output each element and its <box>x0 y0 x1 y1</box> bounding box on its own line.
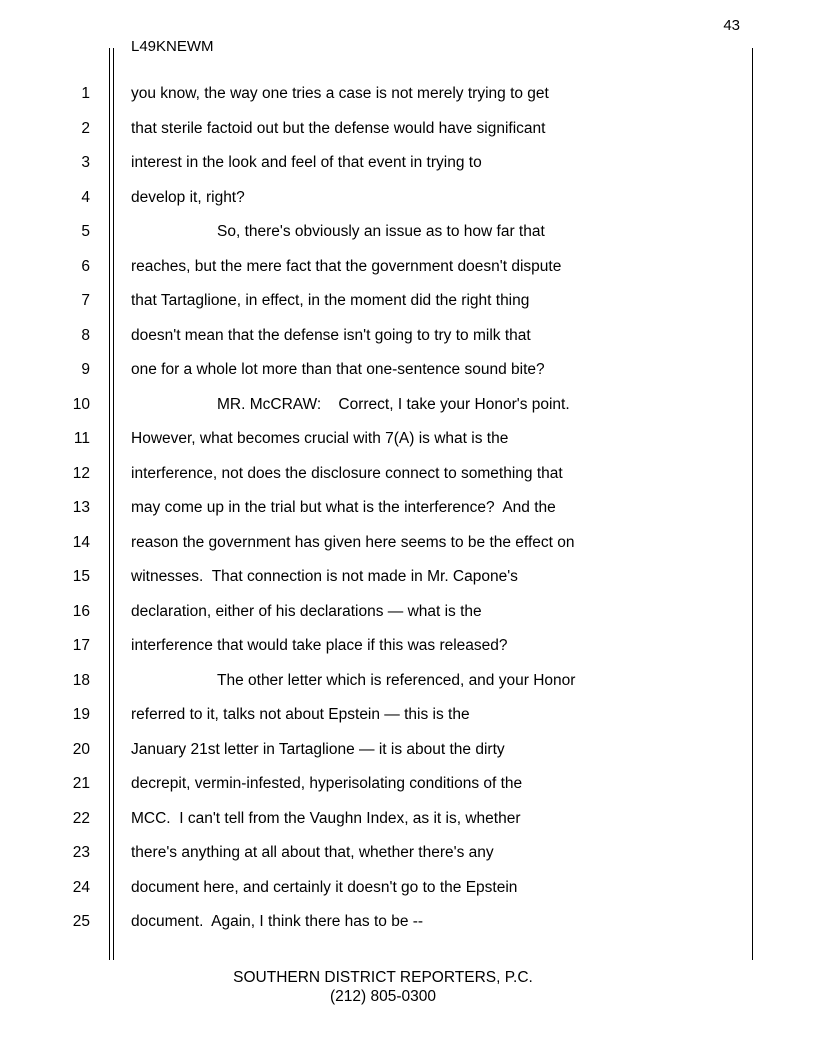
transcript-line <box>0 291 816 326</box>
line-number: 24 <box>72 878 90 896</box>
line-number: 1 <box>81 85 90 102</box>
footer <box>0 968 766 1006</box>
line-text: document here, and certainly it doesn't go to the Epstein <box>131 878 518 896</box>
line-text: that sterile factoid out but the defense would have significant <box>131 119 546 137</box>
line-number: 10 <box>72 395 90 413</box>
transcript-line <box>0 567 816 602</box>
transcript-line <box>0 429 816 464</box>
line-text: may come up in the trial but what is the interference? And the <box>131 499 556 516</box>
line-number: 21 <box>72 775 90 792</box>
line-number: 2 <box>81 119 90 137</box>
line-number: 8 <box>81 326 90 344</box>
line-number: 19 <box>72 706 90 723</box>
transcript-line <box>0 740 816 775</box>
line-number: 11 <box>73 430 90 447</box>
line-text: reaches, but the mere fact that the government doesn't dispute <box>131 257 562 275</box>
case-id-header: L49KNEWM <box>131 38 214 55</box>
line-number: 20 <box>72 740 90 758</box>
line-text: one for a whole lot more than that one-sentence sound bite? <box>131 361 545 378</box>
line-number: 6 <box>81 257 90 275</box>
line-text: So, there's obviously an issue as to how far that <box>217 223 545 240</box>
line-number: 7 <box>81 292 90 309</box>
line-number: 3 <box>81 154 90 171</box>
line-text: interest in the look and feel of that event in trying to <box>131 154 482 171</box>
line-text: interference that would take place if this was released? <box>131 637 508 654</box>
reporter-phone: (212) 805-0300 <box>330 988 436 1005</box>
page-number: 43 <box>723 17 740 34</box>
transcript-line <box>0 257 816 292</box>
line-number: 5 <box>81 223 90 240</box>
transcript-line <box>0 602 816 637</box>
line-text: January 21st letter in Tartaglione — it is about the dirty <box>131 740 505 758</box>
transcript-line <box>0 119 816 154</box>
line-number: 13 <box>72 499 90 516</box>
transcript-line <box>0 395 816 430</box>
transcript-line <box>0 636 816 671</box>
line-text: However, what becomes crucial with 7(A) is what is the <box>131 430 509 447</box>
transcript-line <box>0 84 816 119</box>
transcript-line <box>0 843 816 878</box>
line-number: 17 <box>72 637 90 654</box>
transcript-line <box>0 774 816 809</box>
line-number: 14 <box>72 533 90 551</box>
transcript-line <box>0 153 816 188</box>
transcript-line <box>0 912 816 947</box>
line-text: develop it, right? <box>131 188 245 206</box>
line-text: witnesses. That connection is not made in Mr. Capone's <box>131 568 518 585</box>
line-number: 16 <box>72 602 90 620</box>
line-number: 15 <box>72 568 90 585</box>
reporter-company: SOUTHERN DISTRICT REPORTERS, P.C. <box>233 969 533 986</box>
line-text: The other letter which is referenced, and your Honor <box>217 671 576 689</box>
transcript-body <box>0 84 816 947</box>
line-text: interference, not does the disclosure connect to something that <box>131 464 563 482</box>
line-text: decrepit, vermin-infested, hyperisolating conditions of the <box>131 775 523 792</box>
line-number: 9 <box>81 361 90 378</box>
line-text: there's anything at all about that, whether there's any <box>131 844 494 861</box>
line-number: 4 <box>81 188 90 206</box>
transcript-line <box>0 464 816 499</box>
line-number: 22 <box>72 809 90 827</box>
line-text: declaration, either of his declarations — what is the <box>131 602 482 620</box>
transcript-line <box>0 222 816 257</box>
transcript-line <box>0 498 816 533</box>
line-text: reason the government has given here seems to be the effect on <box>131 533 575 551</box>
line-number: 18 <box>72 671 90 689</box>
line-number: 23 <box>72 844 90 861</box>
line-text: referred to it, talks not about Epstein — this is the <box>131 706 470 723</box>
transcript-line <box>0 705 816 740</box>
transcript-line <box>0 878 816 913</box>
transcript-line <box>0 326 816 361</box>
line-number: 12 <box>72 464 90 482</box>
line-text: MR. McCRAW: Correct, I take your Honor's point. <box>217 395 570 413</box>
transcript-line <box>0 533 816 568</box>
line-text: that Tartaglione, in effect, in the moment did the right thing <box>131 292 530 309</box>
line-text: document. Again, I think there has to be -- <box>131 913 424 930</box>
line-number: 25 <box>72 913 90 930</box>
transcript-line <box>0 188 816 223</box>
transcript-line <box>0 809 816 844</box>
transcript-line <box>0 360 816 395</box>
line-text: doesn't mean that the defense isn't going to try to milk that <box>131 326 531 344</box>
line-text: MCC. I can't tell from the Vaughn Index, as it is, whether <box>131 809 521 827</box>
transcript-line <box>0 671 816 706</box>
line-text: you know, the way one tries a case is not merely trying to get <box>131 85 549 102</box>
